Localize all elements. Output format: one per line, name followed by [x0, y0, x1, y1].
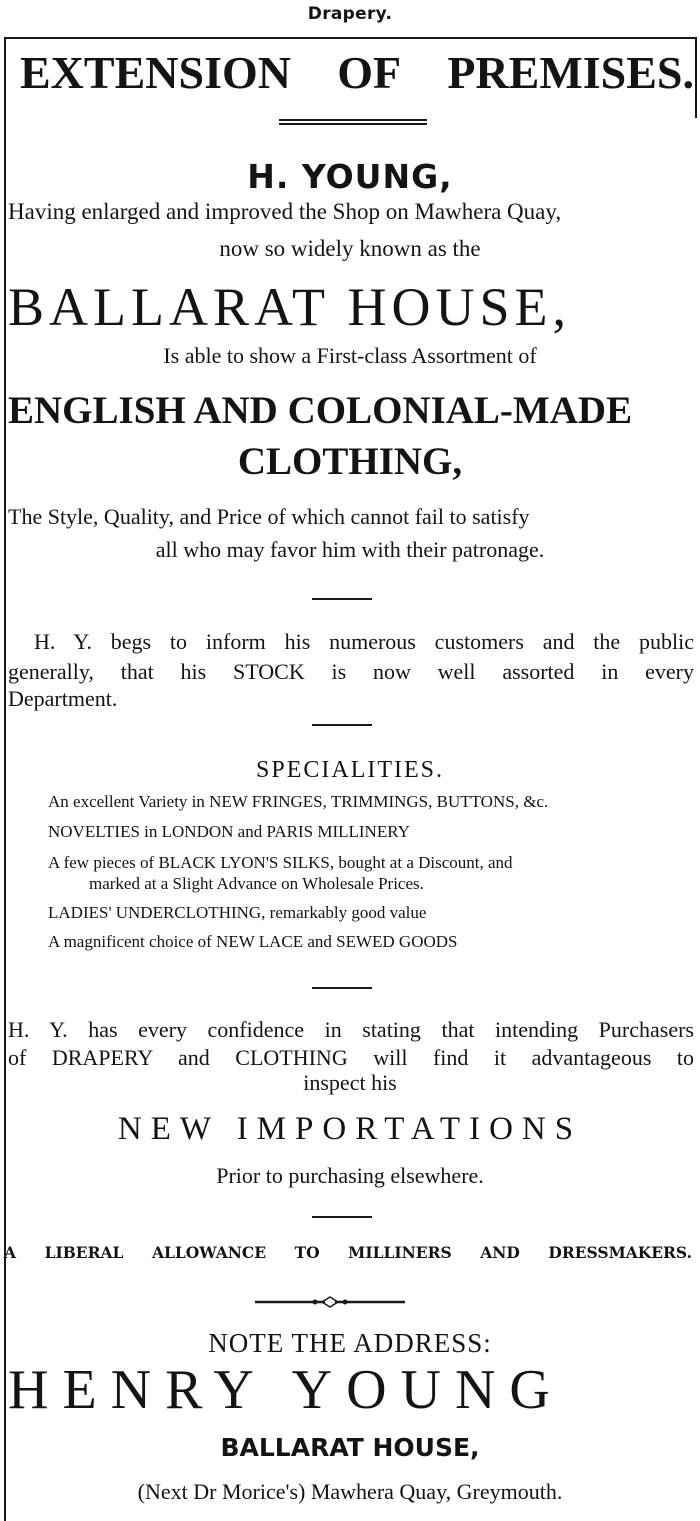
house-name: BALLARAT HOUSE, — [220, 1433, 480, 1462]
speciality-item: LADIES' UNDERCLOTHING, remarkably good value — [48, 903, 427, 922]
top-rule — [4, 37, 697, 39]
shop-name: BALLARAT HOUSE, — [8, 277, 572, 337]
separator-rule — [312, 724, 372, 726]
assortment-line: Is able to show a First-class Assortment of — [163, 343, 537, 368]
specialities-heading: SPECIALITIES. — [256, 757, 444, 783]
allowance-word: A — [4, 1243, 17, 1262]
new-importations: NEW IMPORTATIONS — [117, 1111, 583, 1147]
speciality-item: marked at a Slight Advance on Wholesale Prices. — [89, 874, 424, 893]
headline — [0, 40, 700, 106]
headline-word: PREMISES. — [447, 47, 694, 98]
allowance-line — [4, 1243, 696, 1262]
allowance-word: LIBERAL — [44, 1243, 124, 1262]
style-line: The Style, Quality, and Price of which cannot fail to satisfy — [8, 504, 530, 529]
allowance-word: ALLOWANCE — [151, 1243, 267, 1262]
confidence-line: inspect his — [303, 1070, 397, 1095]
headline-word: EXTENSION — [20, 47, 291, 98]
separator-rule — [312, 598, 372, 600]
allowance-word: MILLINERS — [348, 1243, 452, 1262]
proprietor-name: H. YOUNG, — [247, 157, 453, 196]
speciality-item: A magnificent choice of NEW LACE and SEWED GOODS — [48, 932, 458, 951]
style-line: all who may favor him with their patronage. — [155, 537, 545, 562]
clothing-heading: ENGLISH AND COLONIAL-MADE — [8, 389, 633, 432]
separator-rule — [312, 1216, 372, 1218]
address-note: NOTE THE ADDRESS: — [208, 1328, 492, 1358]
ornament-rule-icon — [245, 1289, 415, 1315]
stock-notice-line: generally, that his STOCK is now well assorted in every — [8, 659, 694, 684]
speciality-item: NOVELTIES in LONDON and PARIS MILLINERY — [48, 822, 410, 841]
allowance-word: DRESSMAKERS. — [548, 1243, 692, 1262]
intro-line: now so widely known as the — [219, 236, 481, 261]
owner-name: HENRY YOUNG — [8, 1359, 564, 1421]
headline-word: OF — [337, 47, 402, 98]
stock-notice-line: H. Y. begs to inform his numerous customers and the public — [34, 629, 694, 654]
stock-notice-line: Department. — [8, 686, 118, 711]
clothing-heading: CLOTHING, — [237, 440, 463, 483]
section-heading: Drapery. — [307, 4, 393, 24]
intro-line: Having enlarged and improved the Shop on Mawhera Quay, — [8, 199, 562, 224]
allowance-word: TO — [294, 1243, 320, 1262]
speciality-item: A few pieces of BLACK LYON'S SILKS, bought at a Discount, and — [48, 853, 513, 872]
separator-rule — [312, 987, 372, 989]
street-address: (Next Dr Morice's) Mawhera Quay, Greymouth. — [137, 1479, 563, 1504]
prior-line: Prior to purchasing elsewhere. — [216, 1163, 484, 1188]
confidence-line: H. Y. has every confidence in stating that intending Purchasers — [8, 1017, 694, 1042]
double-rule — [279, 119, 427, 127]
allowance-word: AND — [480, 1243, 520, 1262]
speciality-item: An excellent Variety in NEW FRINGES, TRIMMINGS, BUTTONS, &c. — [48, 792, 549, 811]
confidence-line: of DRAPERY and CLOTHING will find it advantageous to — [8, 1045, 694, 1070]
